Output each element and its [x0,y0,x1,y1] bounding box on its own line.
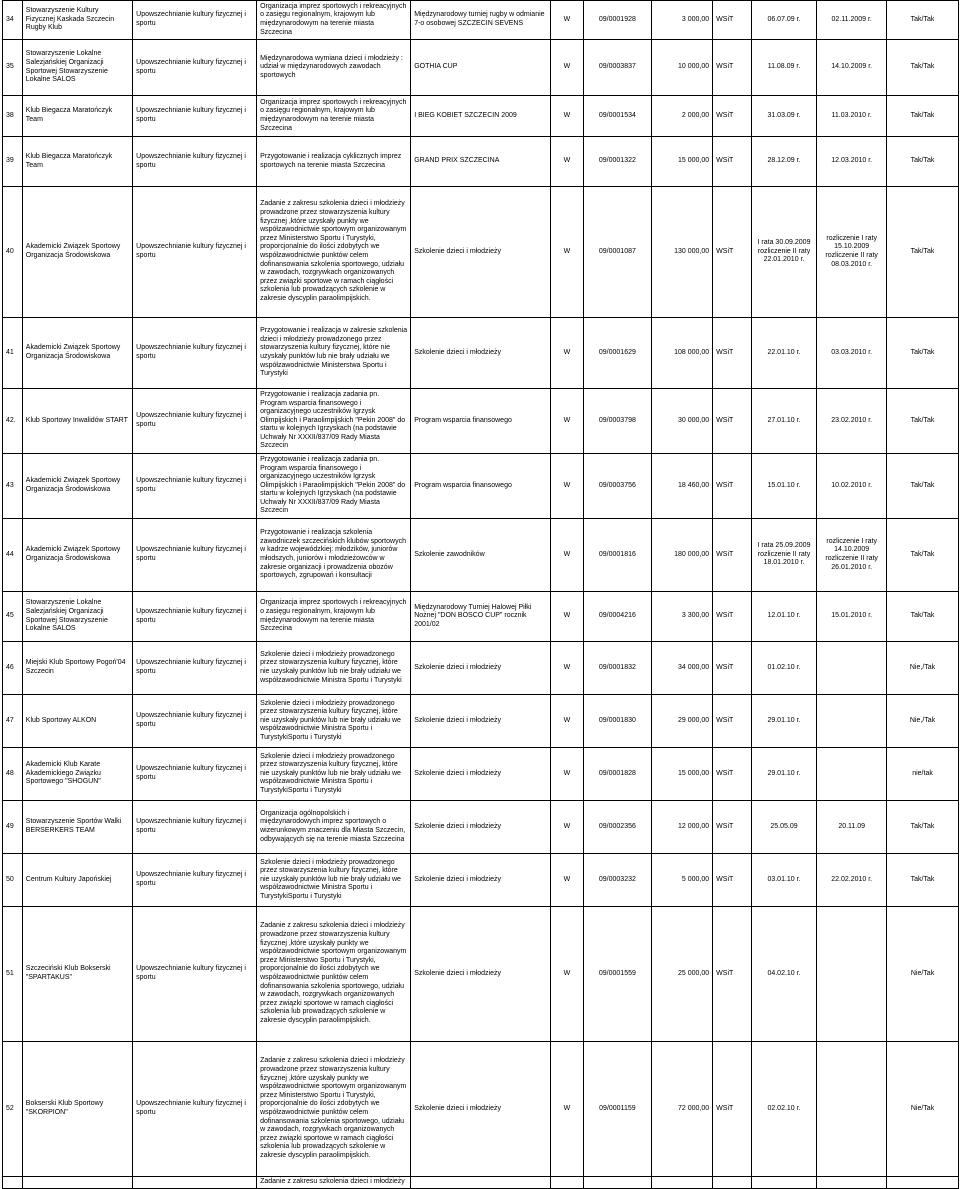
status-flags: Tak/Tak [887,389,959,454]
task-area: Upowszechnianie kultury fizycznej i sportu [133,748,257,801]
approval-date: rozliczenie I raty 15.10.2009 rozliczenie II raty 08.03.2010 r. [817,187,887,318]
contract-number: 09/0001159 [584,1042,652,1177]
approval-date: 12.03.2010 r. [817,137,887,187]
organization-name: Akademicki Klub Karate Akademickiego Związku Sportowego "SHOGUN" [22,748,132,801]
contract-number: 09/0001322 [584,137,652,187]
settlement-date: 29.01.10 r. [751,695,817,748]
grant-amount: 72 000,00 [651,1042,712,1177]
settlement-date: 02.02.10 r. [751,1042,817,1177]
approval-date-partial [817,1177,887,1189]
organization-name: Stowarzyszenie Lokalne Salezjańskiej Organizacji Sportowej Stowarzyszenie Lokalne SALOS [22,40,132,96]
table-row [3,748,959,801]
task-area: Upowszechnianie kultury fizycznej i sportu [133,40,257,96]
grant-amount: 12 000,00 [651,801,712,854]
row-number: 41 [3,318,23,389]
approval-date: rozliczenie I raty 14.10.2009 rozliczenie II raty 26.01.2010 r. [817,519,887,592]
mode-code: W [550,592,583,642]
department-code: WSiT [713,389,752,454]
contract-number: 09/0001832 [584,642,652,695]
status-flags: Tak/Tak [887,592,959,642]
department-code: WSiT [713,592,752,642]
status-flags: Tak/Tak [887,801,959,854]
approval-date [817,748,887,801]
approval-date: 14.10.2009 r. [817,40,887,96]
grant-amount: 10 000,00 [651,40,712,96]
organization-name: Miejski Klub Sportowy Pogoń'04 Szczecin [22,642,132,695]
status-flags: Tak/Tak [887,137,959,187]
department-code: WSiT [713,318,752,389]
project-title: Międzynarodowy turniej rugby w odmianie 7-o osobowej SZCZECIN SEVENS [411,1,551,40]
department-code: WSiT [713,187,752,318]
settlement-date: 25.05.09 [751,801,817,854]
project-title: Szkolenie zawodników [411,519,551,592]
task-area: Upowszechnianie kultury fizycznej i sportu [133,1,257,40]
row-number: 45 [3,592,23,642]
grant-amount: 5 000,00 [651,854,712,907]
mode-code: W [550,96,583,137]
organization-name: Akademicki Związek Sportowy Organizacja Środowiskowa [22,187,132,318]
contract-number: 09/0001816 [584,519,652,592]
department-code: WSiT [713,801,752,854]
grant-amount: 30 000,00 [651,389,712,454]
mode-code: W [550,907,583,1042]
mode-code: W [550,748,583,801]
table-row [3,801,959,854]
task-area: Upowszechnianie kultury fizycznej i sportu [133,695,257,748]
row-number: 46 [3,642,23,695]
project-title: Szkolenie dzieci i młodzieży [411,1042,551,1177]
grant-amount: 180 000,00 [651,519,712,592]
status-flags: Tak/Tak [887,454,959,519]
settlement-date: 27.01.10 r. [751,389,817,454]
approval-date: 22.02.2010 r. [817,854,887,907]
status-flags-partial [887,1177,959,1189]
status-flags: Tak/Tak [887,318,959,389]
contract-number: 09/0001830 [584,695,652,748]
row-number: 43 [3,454,23,519]
project-title: Szkolenie dzieci i młodzieży [411,318,551,389]
status-flags: Nie,/Tak [887,642,959,695]
project-title-partial [411,1177,551,1189]
task-area: Upowszechnianie kultury fizycznej i sportu [133,592,257,642]
organization-name: Bokserski Klub Sportowy "SKORPION" [22,1042,132,1177]
row-number: 42. [3,389,23,454]
grant-amount: 3 000,00 [651,1,712,40]
mode-code-partial [550,1177,583,1189]
project-title: I BIEG KOBIET SZCZECIN 2009 [411,96,551,137]
organization-name: Akademicki Związek Sportowy Organizacja Środowiskowa [22,318,132,389]
organization-name-partial [22,1177,132,1189]
contract-number: 09/0004216 [584,592,652,642]
department-code: WSiT [713,137,752,187]
approval-date [817,642,887,695]
table-row [3,519,959,592]
table-row [3,96,959,137]
contract-number: 09/0003798 [584,389,652,454]
project-title: Szkolenie dzieci i młodzieży [411,187,551,318]
settlement-date: 22.01.10 r. [751,318,817,389]
mode-code: W [550,1,583,40]
task-area: Upowszechnianie kultury fizycznej i sportu [133,801,257,854]
department-code: WSiT [713,854,752,907]
approval-date [817,907,887,1042]
project-title: Szkolenie dzieci i młodzieży [411,854,551,907]
contract-number: 09/0001087 [584,187,652,318]
project-title: Szkolenie dzieci i młodzieży [411,907,551,1042]
task-area: Upowszechnianie kultury fizycznej i sportu [133,187,257,318]
task-description: Szkolenie dzieci i młodzieży prowadzonego przez stowarzyszenia kultury fizycznej, które nie uzyskały punktów lub nie brały udziału we współzawodnictwie Ministra Sportu i TurystykiSportu i Turystyki [257,748,411,801]
task-description: Przygotowanie i realizacja zadania pn. Program wsparcia finansowego i organizacyjnego uczestników Igrzysk Olimpijskich i Paraolimpijskich "Pekin 2008" do startu w kolejnych Igrzyskach (na podstawie Uchwały Nr XXXII/837/09 Rady Miasta Szczecin [257,454,411,519]
contract-number: 09/0002356 [584,801,652,854]
status-flags: Tak/Tak [887,96,959,137]
task-area: Upowszechnianie kultury fizycznej i sportu [133,137,257,187]
organization-name: Centrum Kultury Japońskiej [22,854,132,907]
mode-code: W [550,389,583,454]
project-title: Międzynarodowy Turniej Halowej Piłki Nożnej "DON BOSCO CUP" rocznik 2001/02 [411,592,551,642]
department-code: WSiT [713,40,752,96]
table-row [3,137,959,187]
status-flags: Tak/Tak [887,1,959,40]
table-row [3,907,959,1042]
table-row [3,40,959,96]
task-description: Przygotowanie i realizacja zadania pn. Program wsparcia finansowego i organizacyjnego uczestników Igrzysk Olimpijskich i Paraolimpijskich "Pekin 2008" do startu w kolejnych Igrzyskach (na podstawie Uchwały Nr XXXII/837/09 Rady Miasta Szczecin [257,389,411,454]
task-area: Upowszechnianie kultury fizycznej i sportu [133,519,257,592]
mode-code: W [550,1042,583,1177]
task-description: Przygotowanie i realizacja w zakresie szkolenia dzieci i młodzieży prowadzonego przez stowarzyszenia kultury fizycznej, które nie uzyskały punktów lub nie brały udziału we współzawodnictwie Ministerstwa Sportu i Turystyki [257,318,411,389]
table-row [3,592,959,642]
settlement-date: 01.02.10 r. [751,642,817,695]
table-row [3,389,959,454]
grant-amount: 15 000,00 [651,137,712,187]
task-area: Upowszechnianie kultury fizycznej i sportu [133,1042,257,1177]
task-description: Szkolenie dzieci i młodzieży prowadzonego przez stowarzyszenia kultury fizycznej, które nie uzyskały punktów lub nie brały udziału we współzawodnictwie Ministra Sportu i TurystykiSportu i Turystyki [257,695,411,748]
project-title: Program wsparcia finansowego [411,454,551,519]
department-code: WSiT [713,96,752,137]
grants-table [2,0,959,1189]
table-row [3,187,959,318]
mode-code: W [550,318,583,389]
task-area: Upowszechnianie kultury fizycznej i sportu [133,642,257,695]
department-code: WSiT [713,695,752,748]
grant-amount: 15 000,00 [651,748,712,801]
task-area: Upowszechnianie kultury fizycznej i sportu [133,96,257,137]
grant-amount: 18 460,00 [651,454,712,519]
contract-number: 09/0003756 [584,454,652,519]
approval-date: 23.02.2010 r. [817,389,887,454]
department-code: WSiT [713,519,752,592]
status-flags: Nie/Tak [887,1042,959,1177]
organization-name: Klub Biegacza Maratończyk Team [22,96,132,137]
settlement-date: 31.03.09 r. [751,96,817,137]
task-area-partial [133,1177,257,1189]
department-code: WSiT [713,907,752,1042]
approval-date: 11.03.2010 r. [817,96,887,137]
project-title: Szkolenie dzieci i młodzieży [411,801,551,854]
task-description: Organizacja imprez sportowych i rekreacyjnych o zasięgu regionalnym, krajowym lub międzynarodowym na terenie miasta Szczecina [257,96,411,137]
table-row [3,695,959,748]
row-number: 49 [3,801,23,854]
row-number: 38 [3,96,23,137]
mode-code: W [550,187,583,318]
table-row [3,854,959,907]
grant-amount: 25 000,00 [651,907,712,1042]
organization-name: Klub Sportowy ALKON [22,695,132,748]
contract-number: 09/0001559 [584,907,652,1042]
approval-date: 20.11.09 [817,801,887,854]
task-description: Szkolenie dzieci i młodzieży prowadzonego przez stowarzyszenia kultury fizycznej, które nie uzyskały punktów lub nie brały udziału we współzawodnictwie Ministra Sportu i Turystyki [257,642,411,695]
approval-date: 10.02.2010 r. [817,454,887,519]
grant-amount-partial [651,1177,712,1189]
settlement-date: 11.08.09 r. [751,40,817,96]
grant-amount: 3 300,00 [651,592,712,642]
approval-date: 15.01.2010 r. [817,592,887,642]
row-number: 48 [3,748,23,801]
settlement-date: 04.02.10 r. [751,907,817,1042]
approval-date: 03.03.2010 r. [817,318,887,389]
row-number: 47 [3,695,23,748]
grants-table-body [3,1,959,1189]
contract-number: 09/0003837 [584,40,652,96]
status-flags: Tak/Tak [887,854,959,907]
task-description: Organizacja ogólnopolskich i międzynarodowych imprez sportowych o wizerunkowym znaczeniu dla Miasta Szczecin, odbywających się na terenie miasta Szczecina [257,801,411,854]
task-area: Upowszechnianie kultury fizycznej i sportu [133,907,257,1042]
department-code: WSiT [713,454,752,519]
row-number: 35 [3,40,23,96]
grant-amount: 130 000,00 [651,187,712,318]
settlement-date: I rata 30.09.2009 rozliczenie II raty 22.01.2010 r. [751,187,817,318]
approval-date: 02.11.2009 r. [817,1,887,40]
task-description: Przygotowanie i realizacja szkolenia zawodniczek szczecińskich klubów sportowych w kadrze wojewódzkiej: młodzików, juniorów młodszych, juniorów i młodzieżowców w zakresie organizacji i prowadzenia obozów sportowych, zgrupowań i konsultacji [257,519,411,592]
status-flags: Nie,/Tak [887,695,959,748]
row-number: 51 [3,907,23,1042]
settlement-date: 28.12.09 r. [751,137,817,187]
grant-amount: 2 000,00 [651,96,712,137]
project-title: Szkolenie dzieci i młodzieży [411,642,551,695]
contract-number: 09/0003232 [584,854,652,907]
row-number: 52 [3,1042,23,1177]
task-description: Szkolenie dzieci i młodzieży prowadzonego przez stowarzyszenia kultury fizycznej, które nie uzyskały punktów lub nie brały udziału we współzawodnictwie Ministra Sportu i TurystykiSportu i Turystyki [257,854,411,907]
project-title: GRAND PRIX SZCZECINA [411,137,551,187]
settlement-date-partial [751,1177,817,1189]
table-row [3,642,959,695]
grant-amount: 108 000,00 [651,318,712,389]
row-number: 34 [3,1,23,40]
status-flags: Tak/Tak [887,40,959,96]
mode-code: W [550,801,583,854]
organization-name: Stowarzyszenie Lokalne Salezjańskiej Organizacji Sportowej Stowarzyszenie Lokalne SALOS [22,592,132,642]
row-number: 44 [3,519,23,592]
table-row [3,318,959,389]
settlement-date: 06.07.09 r. [751,1,817,40]
project-title: Szkolenie dzieci i młodzieży [411,695,551,748]
status-flags: nie/tak [887,748,959,801]
status-flags: Tak/Tak [887,187,959,318]
task-description: Przygotowanie i realizacja cyklicznych imprez sportowych na terenie miasta Szczecina [257,137,411,187]
organization-name: Szczeciński Klub Bokserski "SPARTAKUS" [22,907,132,1042]
organization-name: Akademicki Związek Sportowy Organizacja Środowiskowa [22,519,132,592]
row-number-partial [3,1177,23,1189]
task-description: Organizacja imprez sportowych i rekreacyjnych o zasięgu regionalnym, krajowym lub międzynarodowym na terenie miasta Szczecina [257,1,411,40]
mode-code: W [550,854,583,907]
table-row [3,1042,959,1177]
task-area: Upowszechnianie kultury fizycznej i sportu [133,318,257,389]
department-code: WSiT [713,1,752,40]
settlement-date: 12.01.10 r. [751,592,817,642]
task-description: Zadanie z zakresu szkolenia dzieci i młodzieży prowadzone przez stowarzyszenia kultury fizycznej ,które uzyskały punkty we współzawodnictwie sportowym organizowanym przez Ministerstwo Sportu i Turystyki, proporcjonalnie do ilości zdobytych we współzawodnictwie punktów celem dofinansowania szkolenia sportowego, udziału w zawodach, rozgrywkach organizowanych przez związki sportowe w ramach ciągłości szkolenia lub prowadzących szkolenie w zakresie dyscyplin paraolimpijskich. [257,1042,411,1177]
status-flags: Nie/Tak [887,907,959,1042]
settlement-date: 29.01.10 r. [751,748,817,801]
task-description-partial: Zadanie z zakresu szkolenia dzieci i młodzieży [257,1177,411,1189]
organization-name: Akademicki Związek Sportowy Organizacja Środowiskowa [22,454,132,519]
row-number: 40 [3,187,23,318]
mode-code: W [550,695,583,748]
contract-number: 09/0001629 [584,318,652,389]
task-description: Międzynarodowa wymiana dzieci i młodzieży : udział w międzynarodowych zawodach sportowych [257,40,411,96]
contract-number: 09/0001534 [584,96,652,137]
task-area: Upowszechnianie kultury fizycznej i sportu [133,454,257,519]
settlement-date: I rata 25.09.2009 rozliczenie II raty 18.01.2010 r. [751,519,817,592]
row-number: 39 [3,137,23,187]
organization-name: Klub Sportowy Inwalidów START [22,389,132,454]
status-flags: Tak/Tak [887,519,959,592]
contract-number: 09/0001928 [584,1,652,40]
mode-code: W [550,642,583,695]
project-title: Szkolenie dzieci i młodzieży [411,748,551,801]
organization-name: Klub Biegacza Maratończyk Team [22,137,132,187]
task-area: Upowszechnianie kultury fizycznej i sportu [133,854,257,907]
table-row [3,1,959,40]
contract-number: 09/0001828 [584,748,652,801]
organization-name: Stowarzyszenie Sportów Walki BERSERKERS TEAM [22,801,132,854]
task-description: Organizacja imprez sportowych i rekreacyjnych o zasięgu regionalnym, krajowym lub międzynarodowym na terenie miasta Szczecina [257,592,411,642]
task-description: Zadanie z zakresu szkolenia dzieci i młodzieży prowadzone przez stowarzyszenia kultury fizycznej ,które uzyskały punkty we współzawodnictwie sportowym organizowanym przez Ministerstwo Sportu i Turystyki, proporcjonalnie do ilości zdobytych we współzawodnictwie punktów celem dofinansowania szkolenia sportowego, udziału w zawodach, rozgrywkach organizowanych przez związki sportowe w ramach ciągłości szkolenia lub prowadzących szkolenie w zakresie dyscyplin paraolimpijskich. [257,187,411,318]
settlement-date: 03.01.10 r. [751,854,817,907]
table-row-partial [3,1177,959,1189]
organization-name: Stowarzyszenie Kultury Fizycznej Kaskada Szczecin Rugby Klub [22,1,132,40]
grant-amount: 29 000,00 [651,695,712,748]
department-code: WSiT [713,748,752,801]
department-code: WSiT [713,1042,752,1177]
mode-code: W [550,519,583,592]
settlement-date: 15.01.10 r. [751,454,817,519]
approval-date [817,1042,887,1177]
grant-amount: 34 000,00 [651,642,712,695]
contract-number-partial [584,1177,652,1189]
table-row [3,454,959,519]
task-area: Upowszechnianie kultury fizycznej i sportu [133,389,257,454]
mode-code: W [550,40,583,96]
mode-code: W [550,137,583,187]
approval-date [817,695,887,748]
department-code-partial [713,1177,752,1189]
project-title: GOTHIA CUP [411,40,551,96]
task-description: Zadanie z zakresu szkolenia dzieci i młodzieży prowadzone przez stowarzyszenia kultury fizycznej ,które uzyskały punkty we współzawodnictwie sportowym organizowanym przez Ministerstwo Sportu i Turystyki, proporcjonalnie do ilości zdobytych we współzawodnictwie punktów celem dofinansowania szkolenia sportowego, udziału w zawodach, rozgrywkach organizowanych przez związki sportowe w ramach ciągłości szkolenia lub prowadzących szkolenie w zakresie dyscyplin paraolimpijskich. [257,907,411,1042]
row-number: 50 [3,854,23,907]
mode-code: W [550,454,583,519]
department-code: WSiT [713,642,752,695]
project-title: Program wsparcia finansowego [411,389,551,454]
